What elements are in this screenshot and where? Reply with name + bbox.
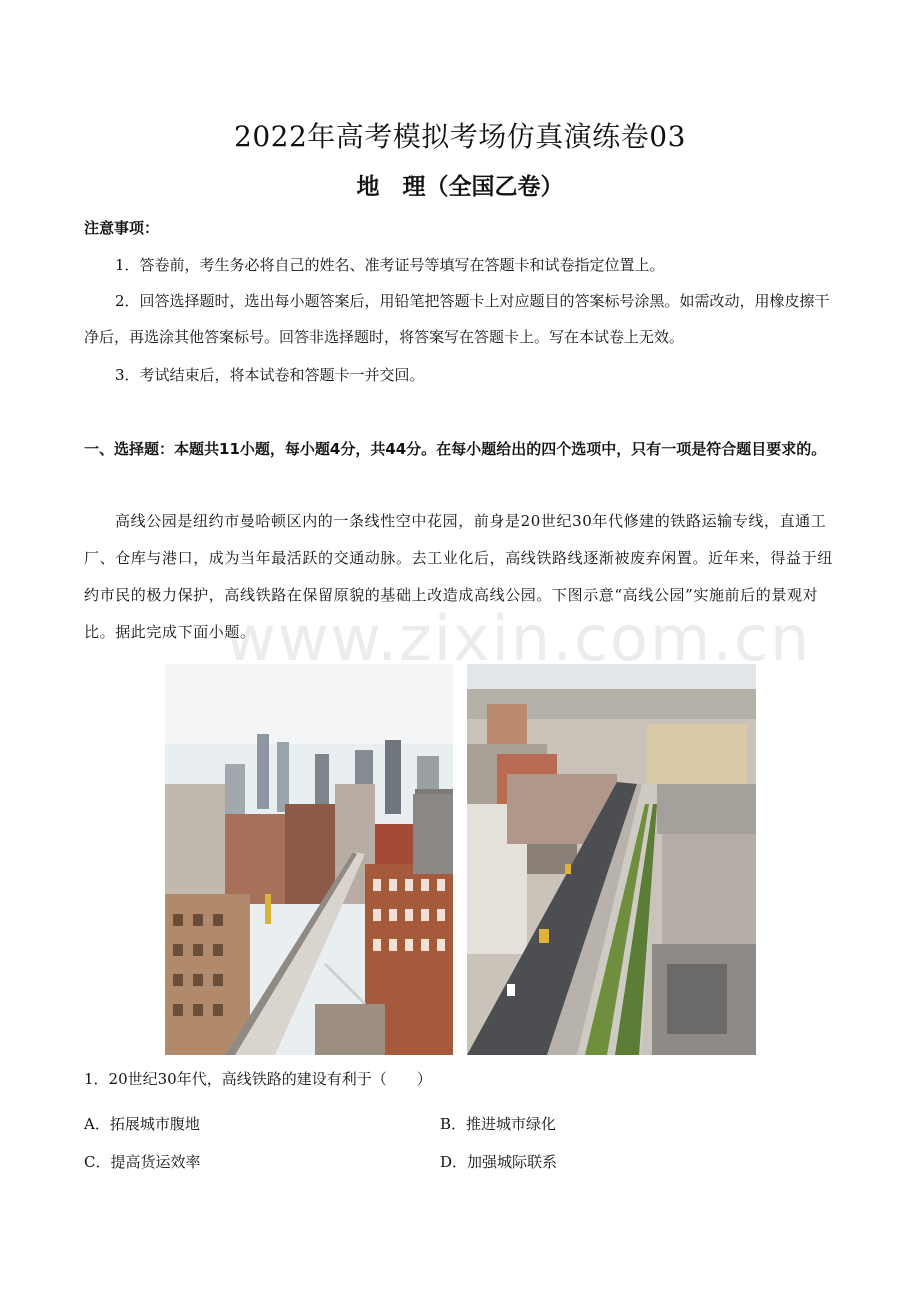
notice-item-2: 2．回答选择题时，选出每小题答案后，用铅笔把答题卡上对应题目的答案标号涂黑。如需改动，用橡皮擦干净后，再选涂其他答案标号。回答非选择题时，将答案写在答题卡上。写在本试卷上无效。 [84,292,830,346]
option-b: B．推进城市绿化 [440,1115,557,1133]
photo-before [165,664,453,1055]
question-1-stem: 1．20世纪30年代，高线铁路的建设有利于（ ） [84,1070,432,1088]
reading-passage: 高线公园是纽约市曼哈顿区内的一条线性空中花园，前身是20世纪30年代修建的铁路运输专线，直通工厂、仓库与港口，成为当年最活跃的交通动脉。去工业化后，高线铁路线逐渐被废弃闲置。近年来，得益于纽约市民的极力保护，高线铁路在保留原貌的基础上改造成高线公园。下图示意“高线公园”实施前后的景观对比。据此完成下面小题。 [84,512,833,641]
notice-item-1: 1．答卷前，考生务必将自己的姓名、准考证号等填写在答题卡和试卷指定位置上。 [115,256,665,274]
option-c: C．提高货运效率 [84,1153,201,1171]
exam-subtitle: 地 理（全国乙卷） [356,174,564,200]
section-heading: 一、选择题：本题共11小题，每小题4分，共44分。在每小题给出的四个选项中，只有一项是符合题目要求的。 [84,440,827,458]
notice-item-3: 3．考试结束后，将本试卷和答题卡一并交回。 [115,366,425,384]
notice-heading: 注意事项： [84,219,160,237]
watermark: www.zixin.com.cn [225,602,812,675]
option-a: A．拓展城市腹地 [84,1115,200,1133]
exam-title: 2022年高考模拟考场仿真演练卷03 [234,120,686,153]
photo-after [467,664,756,1055]
option-d: D．加强城际联系 [440,1153,558,1171]
